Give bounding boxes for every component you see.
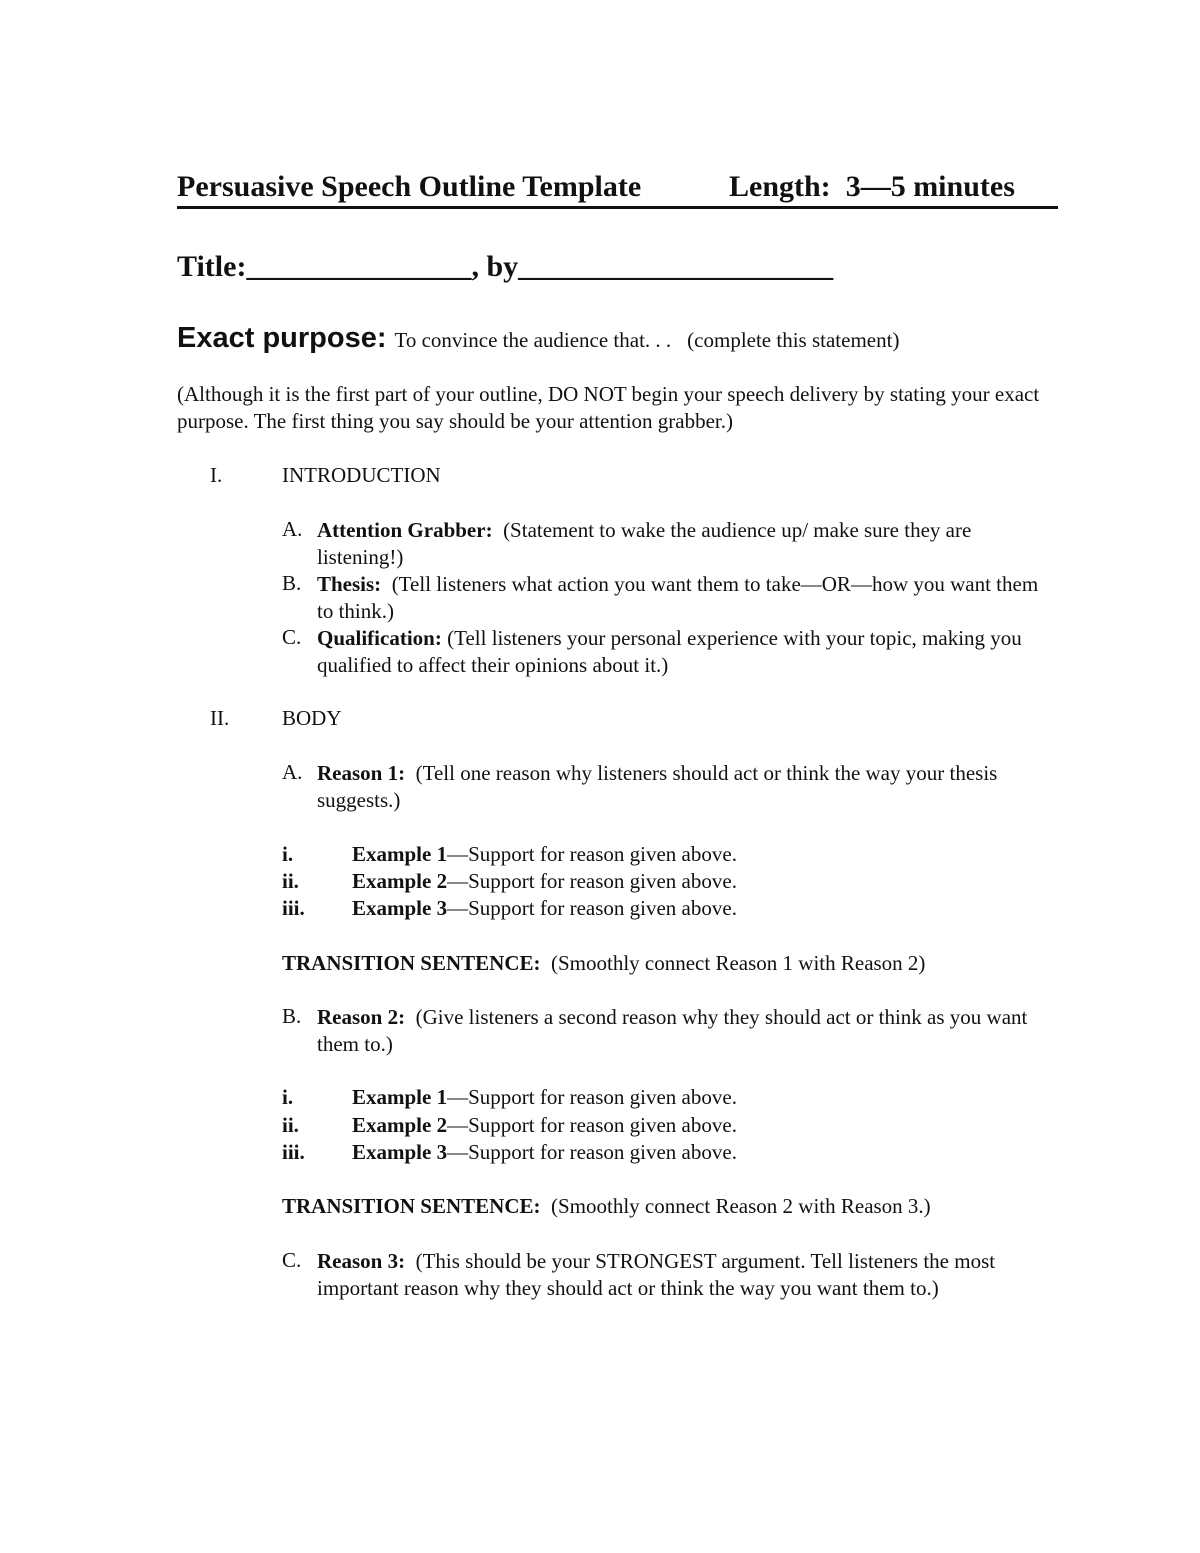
- body-letter-c: C.: [282, 1248, 302, 1272]
- example-text: —Support for reason given above.: [447, 896, 737, 920]
- example-item: [352, 869, 737, 894]
- item-label: Qualification:: [317, 626, 442, 650]
- reason-description: (This should be your STRONGEST argument. Tell listeners the most important reason why they should act or think the way you want them to.): [317, 1249, 996, 1300]
- purpose-line: [177, 322, 899, 355]
- reason-label: Reason 2:: [317, 1005, 406, 1029]
- example-text: —Support for reason given above.: [447, 1140, 737, 1164]
- example-label: Example 3: [352, 1140, 448, 1164]
- length-value: 3—5 minutes: [845, 170, 1015, 203]
- example-item: [352, 1085, 737, 1110]
- example-item: [352, 1140, 737, 1165]
- example-text: —Support for reason given above.: [447, 842, 737, 866]
- example-item: [352, 842, 737, 867]
- transition-sentence-2: [282, 1194, 931, 1219]
- example-number: ii.: [282, 1113, 299, 1137]
- reason-1: [317, 760, 1057, 814]
- example-text: —Support for reason given above.: [447, 869, 737, 893]
- transition-text: (Smoothly connect Reason 2 with Reason 3.): [550, 1194, 931, 1218]
- section-numeral-introduction: I.: [210, 463, 223, 487]
- example-label: Example 1: [352, 1085, 448, 1109]
- transition-label: TRANSITION SENTENCE:: [282, 951, 541, 975]
- body-letter-a: A.: [282, 760, 303, 784]
- example-label: Example 2: [352, 869, 448, 893]
- transition-sentence-1: [282, 951, 925, 976]
- item-description: (Tell listeners your personal experience with your topic, making you qualified to affect their opinions about it.): [317, 626, 1022, 677]
- intro-letter-a: A.: [282, 517, 303, 541]
- item-label: Thesis:: [317, 572, 382, 596]
- example-number: iii.: [282, 1140, 305, 1164]
- purpose-hint: (complete this statement): [687, 328, 900, 352]
- title-blank: _______________: [246, 250, 472, 283]
- by-label: , by: [471, 250, 519, 283]
- item-label: Attention Grabber:: [317, 518, 493, 542]
- example-label: Example 2: [352, 1113, 448, 1137]
- example-item: [352, 896, 737, 921]
- intro-item-attention-grabber: [317, 517, 1057, 571]
- intro-item-qualification: [317, 625, 1057, 679]
- header-rule: [177, 206, 1058, 209]
- example-number: ii.: [282, 869, 299, 893]
- length-label: Length:: [729, 170, 831, 203]
- section-numeral-body: II.: [210, 706, 230, 730]
- reason-label: Reason 3:: [317, 1249, 406, 1273]
- reason-label: Reason 1:: [317, 761, 406, 785]
- reason-description: (Give listeners a second reason why they should act or think as you want them to.): [317, 1005, 1028, 1056]
- document-title: Persuasive Speech Outline Template: [177, 170, 642, 203]
- title-line: [177, 250, 833, 284]
- reason-2: [317, 1004, 1057, 1058]
- section-heading-introduction: INTRODUCTION: [282, 463, 441, 487]
- length-info: [729, 170, 1015, 204]
- transition-label: TRANSITION SENTENCE:: [282, 1194, 541, 1218]
- reason-description: (Tell one reason why listeners should act or think the way your thesis suggests.): [317, 761, 998, 812]
- example-number: i.: [282, 842, 294, 866]
- example-label: Example 1: [352, 842, 448, 866]
- intro-item-thesis: [317, 571, 1057, 625]
- purpose-note: (Although it is the first part of your outline, DO NOT begin your speech delivery by stating your exact purpose. The first thing you say should be your attention grabber.): [177, 382, 1040, 433]
- purpose-label: Exact purpose:: [177, 322, 387, 354]
- title-label: Title:: [177, 250, 247, 283]
- purpose-text: To convince the audience that. . .: [394, 328, 672, 352]
- example-number: i.: [282, 1085, 294, 1109]
- intro-letter-b: B.: [282, 571, 302, 595]
- example-label: Example 3: [352, 896, 448, 920]
- transition-text: (Smoothly connect Reason 1 with Reason 2): [550, 951, 926, 975]
- example-item: [352, 1113, 737, 1138]
- item-description: (Statement to wake the audience up/ make sure they are listening!): [317, 518, 972, 569]
- example-text: —Support for reason given above.: [447, 1085, 737, 1109]
- example-text: —Support for reason given above.: [447, 1113, 737, 1137]
- item-description: (Tell listeners what action you want them to take—OR—how you want them to think.): [317, 572, 1039, 623]
- section-heading-body: BODY: [282, 706, 342, 730]
- reason-3: [317, 1248, 1057, 1302]
- example-number: iii.: [282, 896, 305, 920]
- author-blank: _____________________: [518, 250, 834, 283]
- intro-letter-c: C.: [282, 625, 302, 649]
- body-letter-b: B.: [282, 1004, 302, 1028]
